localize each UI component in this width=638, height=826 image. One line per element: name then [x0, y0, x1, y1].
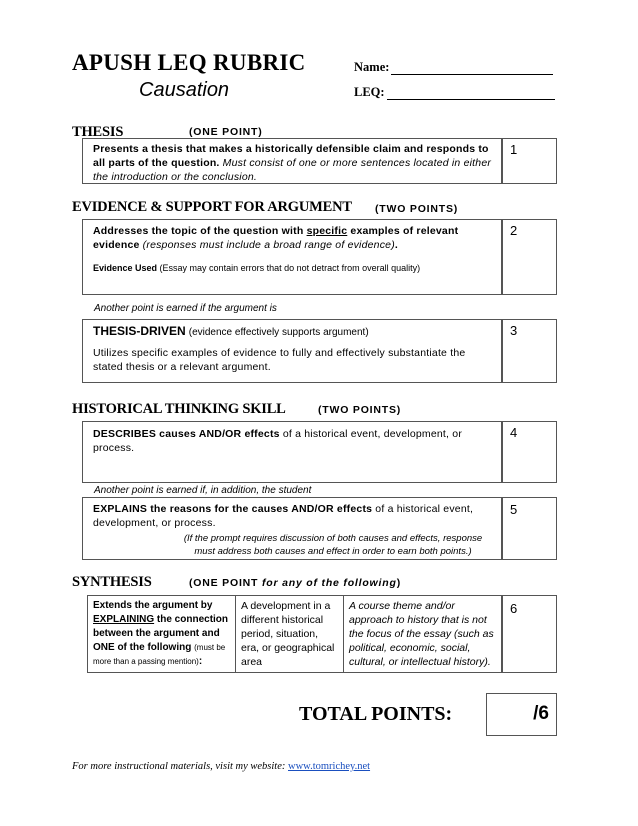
skill-heading: HISTORICAL THINKING SKILL	[72, 401, 286, 417]
skill-points: (TWO POINTS)	[318, 404, 402, 416]
evidence-heading: EVIDENCE & SUPPORT FOR ARGUMENT	[72, 199, 352, 215]
synthesis-options-table	[87, 595, 502, 673]
skill-explain-text: EXPLAINS the reasons for the causes AND/OR effects of a historical event, development, or process.	[93, 503, 474, 529]
name-field[interactable]	[354, 60, 553, 75]
evidence-used-line: Evidence Used (Essay may contain errors that do not detract from overall quality)	[93, 263, 421, 273]
name-line[interactable]	[391, 62, 553, 75]
skill-describe-box	[82, 421, 502, 483]
synthesis-option-theme: A course theme and/or approach to history that is not the focus of the essay (such as political, economic, social, cultural, or intellectual history).	[349, 600, 494, 668]
total-points-label: TOTAL POINTS:	[299, 703, 453, 725]
skill-score-box-2[interactable]	[502, 497, 557, 560]
footer-website-link[interactable]: www.tomrichey.net	[288, 761, 371, 772]
skill-another-point-note: Another point is earned if, in addition, the student	[94, 485, 312, 496]
synthesis-option-development: A development in a different historical period, situation, era, or geographical area	[236, 596, 344, 672]
evidence-another-point-note: Another point is earned if the argument is	[94, 303, 277, 314]
evidence-criteria-text: Addresses the topic of the question with specific examples of relevant evidence (responses must include a broad range of evidence).	[93, 225, 459, 251]
thesis-heading: THESIS	[72, 124, 124, 140]
skill-score-number-1: 4	[510, 425, 518, 440]
thesis-points: (ONE POINT)	[189, 126, 263, 138]
synthesis-heading: SYNTHESIS	[72, 574, 152, 590]
evidence-score-box-2[interactable]	[502, 319, 557, 383]
synthesis-points: (ONE POINT for any of the following)	[189, 577, 401, 589]
total-points-box[interactable]	[486, 693, 557, 736]
thesis-criteria-box	[82, 138, 502, 184]
skill-explain-note: (If the prompt requires discussion of both causes and effects, response must address both causes and effect in order to earn both points.)	[183, 533, 483, 557]
evidence-points: (TWO POINTS)	[375, 203, 459, 215]
evidence-criteria-box	[82, 219, 502, 295]
name-label: Name:	[354, 60, 390, 74]
skill-describe-text: DESCRIBES causes AND/OR effects of a historical event, development, or process.	[93, 428, 463, 454]
skill-explain-box	[82, 497, 502, 560]
page-title: APUSH LEQ RUBRIC	[72, 50, 306, 75]
thesis-criteria-text: Presents a thesis that makes a historically defensible claim and responds to all parts of the question. Must consist of one or more sentences located in either the introduction or the conclusion.	[93, 143, 492, 183]
synthesis-score-number: 6	[510, 601, 518, 616]
thesis-score-number: 1	[510, 142, 518, 157]
thesis-driven-box	[82, 319, 502, 383]
synthesis-option-extends: Extends the argument by EXPLAINING the connection between the argument and ONE of the following (must be more than a passing mention):	[88, 596, 236, 672]
evidence-score-number-2: 3	[510, 323, 518, 338]
skill-score-number-2: 5	[510, 502, 518, 517]
page-subtitle: Causation	[139, 79, 230, 101]
leq-label: LEQ:	[354, 85, 385, 99]
skill-score-box-1[interactable]	[502, 421, 557, 483]
evidence-score-box-1[interactable]	[502, 219, 557, 295]
thesis-driven-title: THESIS-DRIVEN (evidence effectively supports argument)	[93, 324, 369, 338]
evidence-score-number-1: 2	[510, 223, 518, 238]
footer-text: For more instructional materials, visit my website:	[72, 761, 289, 772]
leq-line[interactable]	[387, 87, 555, 100]
thesis-driven-text: Utilizes specific examples of evidence to fully and effectively substantiate the stated thesis or a relevant argument.	[93, 347, 466, 373]
thesis-score-box[interactable]	[502, 138, 557, 184]
footer	[72, 761, 370, 772]
synthesis-score-box[interactable]	[502, 595, 557, 673]
total-points-value: /6	[533, 703, 549, 724]
leq-field[interactable]	[354, 85, 555, 100]
